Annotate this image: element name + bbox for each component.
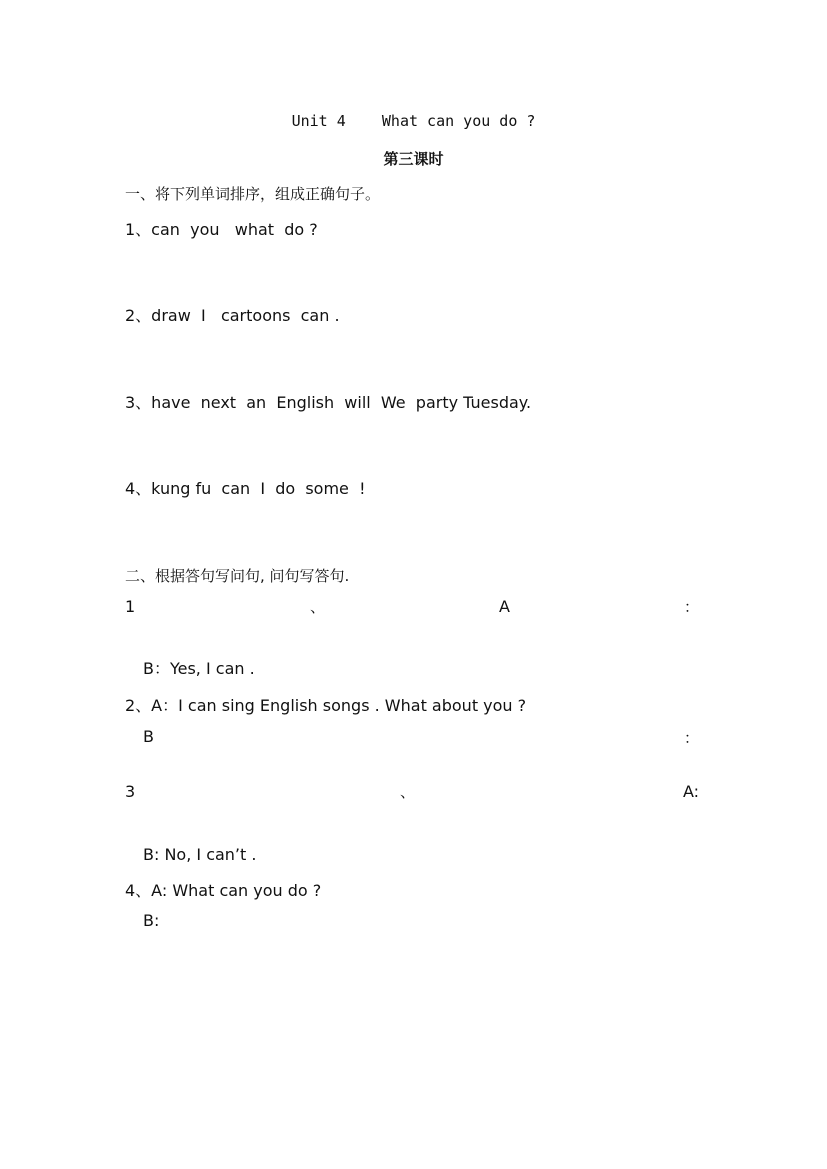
reorder-item-4: 4、kung fu can I do some !: [125, 479, 366, 498]
section1-heading: 一、将下列单词排序，组成正确句子。: [125, 185, 381, 203]
q3-mark: 、: [400, 783, 416, 801]
q4-question: 4、A: What can you do ?: [125, 881, 322, 900]
section2-heading: 二、根据答句写问句, 问句写答句.: [125, 567, 350, 585]
q4-b-label: B:: [143, 911, 160, 930]
q3-number: 3: [125, 782, 136, 801]
q1-colon: ：: [684, 598, 700, 616]
reorder-item-1: 1、can you what do ?: [125, 220, 318, 239]
q1-mark: 、: [310, 598, 326, 616]
q1-number: 1: [125, 597, 136, 616]
reorder-item-2: 2、draw I cartoons can .: [125, 306, 340, 325]
lesson-subtitle: 第三课时: [383, 150, 444, 168]
q1-answer: B：Yes, I can .: [143, 659, 255, 678]
reorder-item-3: 3、have next an English will We party Tuesday.: [125, 393, 532, 412]
q1-a-label: A: [499, 597, 510, 616]
q2-question: 2、A：I can sing English songs . What about you ?: [125, 696, 527, 715]
q3-answer: B: No, I can’t .: [143, 845, 257, 864]
worksheet-title: Unit 4 What can you do ?: [291, 112, 536, 130]
q3-a-label: A:: [683, 782, 700, 801]
q2-b-label: B: [143, 727, 154, 746]
q2-colon: ：: [684, 729, 700, 747]
